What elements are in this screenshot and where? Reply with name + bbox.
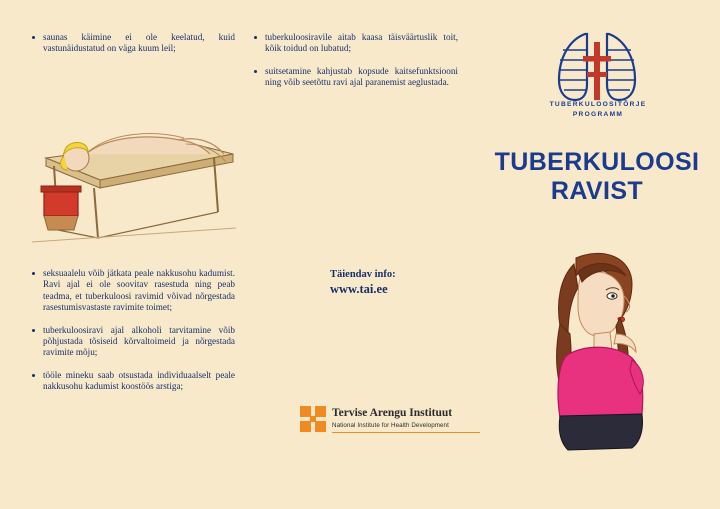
page-title-line-1: TUBERKULOOSI [494, 148, 700, 176]
list-item: tuberkuloosiravi ajal alkoholi tarvitamine võib põhjustada tõsiseid kõrvaltoimeid ja nõrgestada ravimite mõju; [30, 325, 235, 359]
page-title-line-2: RAVIST [550, 177, 644, 205]
left-bottom-bullet-list [30, 268, 235, 404]
programme-name-line-2: PROGRAMM [572, 110, 624, 118]
institute-logo-mark-icon [300, 406, 326, 432]
programme-name-line-1: TUBERKULOOSITÕRJE [549, 101, 647, 108]
list-item: tuberkuloosiravile aitab kaasa täisväärtuslik toit, kõik toidud on lubatud; [252, 32, 458, 55]
right-column-cover [480, 0, 708, 509]
list-item: seksuaalelu võib jätkata peale nakkusohu kadumist. Ravi ajal ei ole soovitav rasestuda ning peab teadma, et tuberkuloosi ravimid võivad nõrgestada rasestumisvastaste ravimite toimet; [30, 268, 235, 314]
list-item: suitsetamine kahjustab kopsude kaitsefunktsiooni ning võib seetõttu ravi ajal paranemist aeglustada. [252, 66, 458, 89]
additional-info-block [330, 268, 460, 297]
middle-top-bullet-list [252, 32, 458, 100]
institute-name: Tervise Arengu Instituut [332, 407, 453, 419]
list-item: saunas käimine ei ole keelatud, kuid vastunäidustatud on väga kuum leil; [30, 32, 235, 55]
website-url[interactable]: www.tai.ee [330, 282, 388, 296]
institute-logo-rule [332, 432, 480, 433]
institute-logo-text [332, 407, 452, 430]
institute-logo [300, 406, 480, 436]
sauna-drawing [28, 62, 240, 252]
left-column [18, 0, 240, 509]
page-title [486, 148, 708, 206]
left-top-bullet-list [30, 32, 235, 66]
additional-info-label: Täiendav info: [330, 269, 396, 280]
institute-name-english: National Institute for Health Development [332, 422, 449, 429]
woman-drawing [520, 238, 690, 453]
list-item: tööle mineku saab otsustada individuaalselt peale nakkusohu kadumist koostöös arstiga; [30, 370, 235, 393]
programme-name [505, 100, 691, 119]
middle-column [252, 0, 462, 509]
